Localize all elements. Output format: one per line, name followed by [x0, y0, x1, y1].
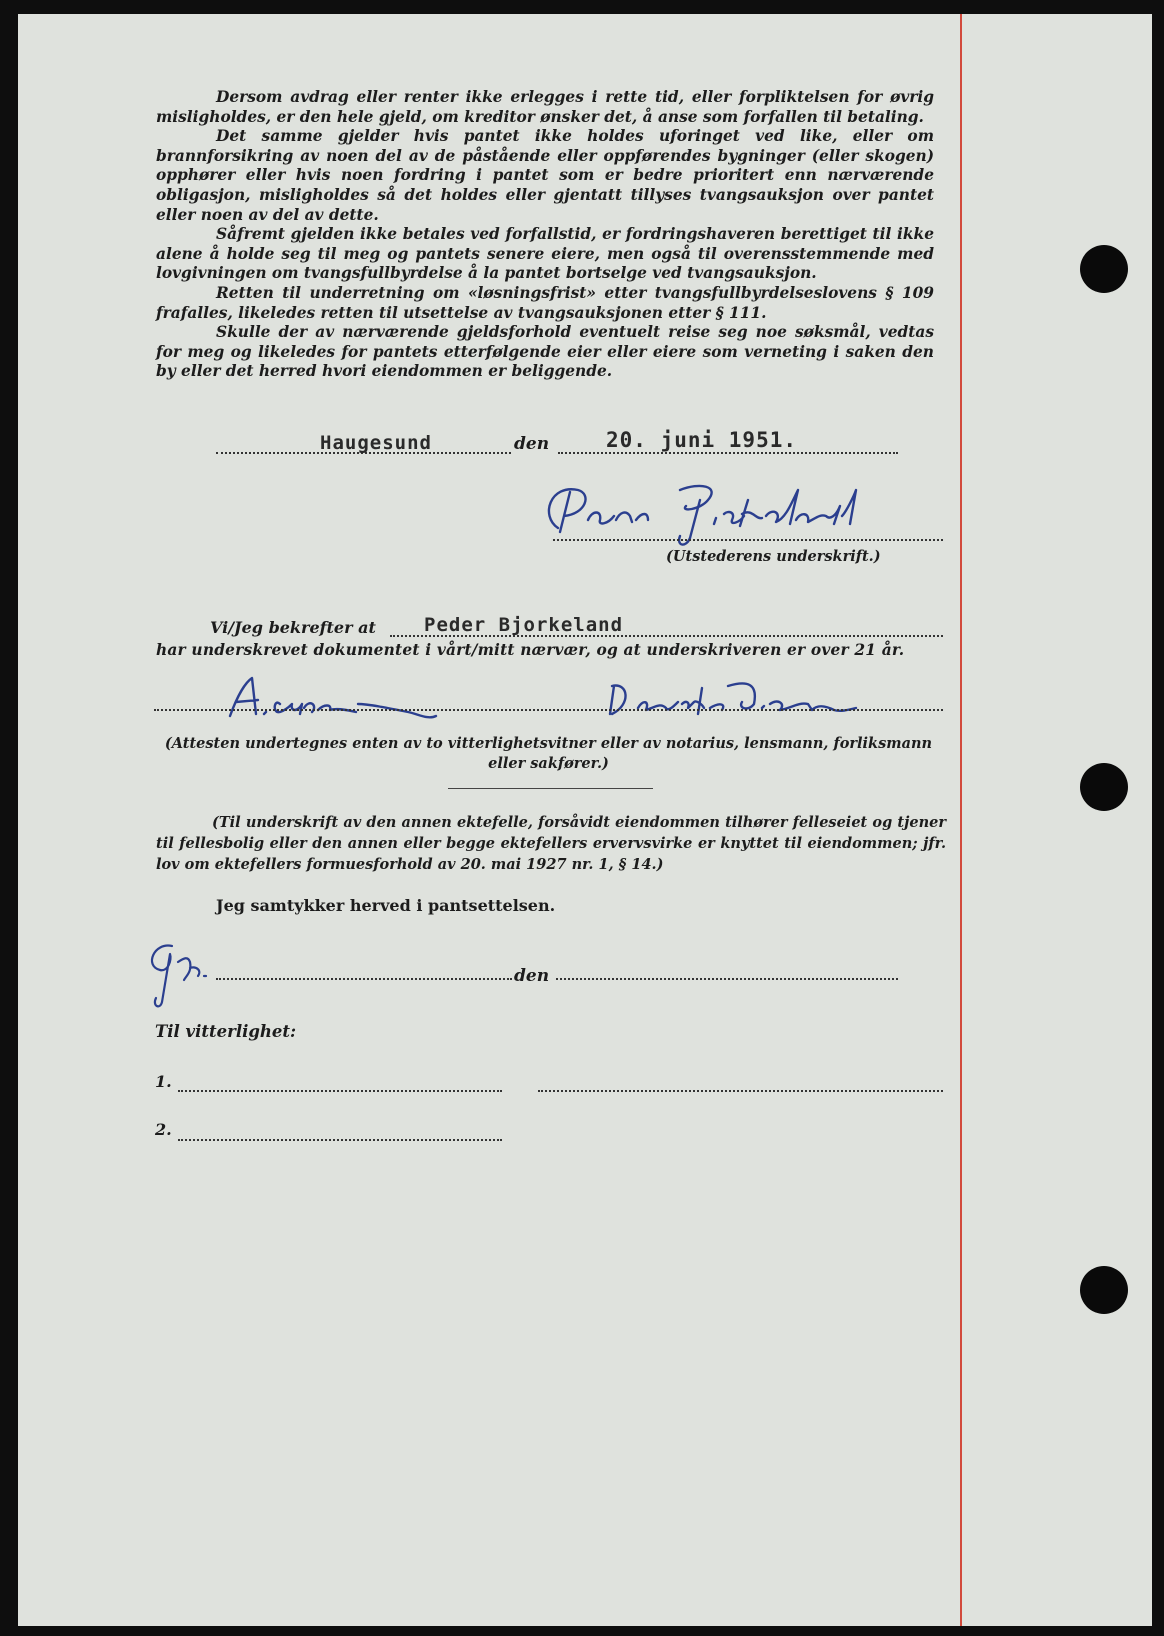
witness-heading: Til vitterlighet:	[155, 1022, 297, 1041]
legal-terms	[156, 88, 934, 382]
document-page	[18, 14, 1152, 1626]
witness-signature-line	[154, 709, 943, 711]
second-date-dotted-line	[556, 978, 898, 980]
issuer-handwritten-signature	[530, 476, 890, 546]
section-divider	[448, 788, 653, 789]
witness-note: (Attesten undertegnes enten av to vitterlighetsvitner eller av notarius, lensmann, forliksmann eller sakfører.)	[164, 735, 933, 772]
consent-statement: Jeg samtykker herved i pantsettelsen.	[216, 896, 556, 915]
handwritten-gfr-mark	[138, 936, 218, 1016]
second-den-label: den	[514, 966, 550, 986]
den-label: den	[514, 434, 550, 454]
witness-signature-1	[218, 674, 468, 724]
legal-paragraph: Dersom avdrag eller renter ikke erlegges i rette tid, eller forpliktelsen for øvrig misligholdes, er den hele gjeld, om kreditor ønsker det, å anse som forfallen til betaling.	[156, 88, 934, 126]
legal-paragraph: Det samme gjelder hvis pantet ikke holdes uforinget ved like, eller om brannforsikring av noen del av de påstående eller oppførendes bygninger (eller skogen) opphører eller hvis noen fordring i pantet som er bedre prioritert enn nærværende obligasjon, misligholdes så det holdes eller gjentatt tillyses tvangsauksjon over pantet eller noen av del av dette.	[156, 127, 934, 224]
legal-paragraph: Skulle der av nærværende gjeldsforhold eventuelt reise seg noe søksmål, vedtas for meg og likeledes for pantets etterfølgende eier eller eiere som verneting i saken den by eller det herred hvori eiendommen er beliggende.	[156, 323, 934, 381]
confirmation-prefix: Vi/Jeg bekrefter at	[210, 618, 376, 637]
witness-2-line	[178, 1139, 502, 1141]
issuer-signature-caption: (Utstederens underskrift.)	[666, 548, 881, 565]
place-value: Haugesund	[320, 432, 432, 454]
punch-hole-middle	[1080, 763, 1128, 811]
issuer-signature-line	[553, 539, 943, 541]
witness-1-line-a	[178, 1090, 502, 1092]
punch-hole-top	[1080, 245, 1128, 293]
date-value: 20. juni 1951.	[606, 428, 798, 452]
confirmation-line2: har underskrevet dokumentet i vårt/mitt nærvær, og at underskriveren er over 21 år.	[156, 641, 905, 659]
second-place-dotted-line	[216, 978, 512, 980]
date-dotted-line	[558, 452, 898, 454]
spouse-note: (Til underskrift av den annen ektefelle, forsåvidt eiendommen tilhører felleseiet og tjener til fellesbolig eller den annen eller begge ektefellers ervervsvirke er knyttet til eiendommen; jfr. lov om ektefellers formuesforhold av 20. mai 1927 nr. 1, § 14.)	[156, 814, 946, 873]
witness-1-line-b	[538, 1090, 943, 1092]
punch-hole-bottom	[1080, 1266, 1128, 1314]
legal-paragraph: Retten til underretning om «løsningsfrist» etter tvangsfullbyrdelseslovens § 109 frafalles, likeledes retten til utsettelse av tvangsauksjonen etter § 111.	[156, 283, 934, 322]
witness-number-1: 1.	[155, 1072, 172, 1091]
witness-signature-2	[598, 674, 898, 724]
red-margin-line	[960, 14, 962, 1626]
legal-paragraph: Såfremt gjelden ikke betales ved forfallstid, er fordringshaveren berettiget til ikke alene å holde seg til meg og pantets senere eiere, men også til overensstemmende med lovgivningen om tvangsfullbyrdelse å la pantet bortselge ved tvangsauksjon.	[156, 225, 934, 283]
confirmation-name: Peder Bjorkeland	[424, 614, 624, 636]
witness-number-2: 2.	[155, 1120, 172, 1139]
